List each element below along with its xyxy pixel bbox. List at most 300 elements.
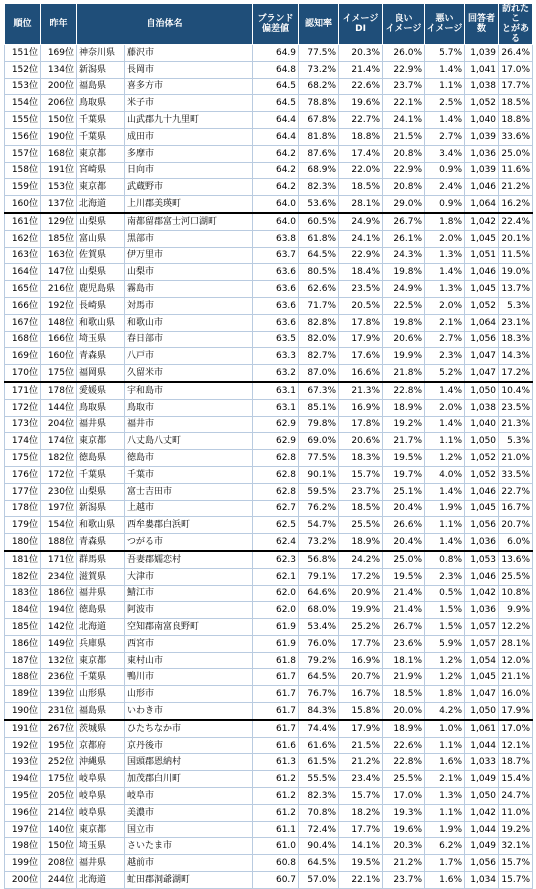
- rank-cell: 159位: [5, 179, 41, 196]
- good-image-cell: 21.2%: [383, 855, 425, 872]
- table-row: [5, 95, 533, 112]
- image-di-cell: 17.9%: [339, 331, 383, 348]
- municipality-cell: 八丈島八丈町: [125, 433, 253, 450]
- bad-image-cell: 1.1%: [425, 517, 465, 534]
- prefecture-cell: 千葉県: [77, 669, 125, 686]
- respondents-cell: 1,047: [465, 348, 499, 365]
- bad-image-cell: 1.1%: [425, 78, 465, 95]
- good-image-cell: 22.9%: [383, 61, 425, 78]
- brand-score-cell: 61.2: [253, 788, 299, 805]
- good-image-cell: 22.5%: [383, 297, 425, 314]
- image-di-cell: 21.4%: [339, 61, 383, 78]
- image-di-cell: 23.4%: [339, 771, 383, 788]
- rank-cell: 155位: [5, 112, 41, 129]
- prefecture-cell: 青森県: [77, 534, 125, 551]
- municipality-cell: 霧島市: [125, 281, 253, 298]
- image-di-cell: 20.7%: [339, 669, 383, 686]
- brand-score-cell: 61.2: [253, 804, 299, 821]
- visited-cell: 21.2%: [499, 179, 533, 196]
- brand-score-cell: 64.4: [253, 128, 299, 145]
- header-municipality: 自治体名: [77, 4, 253, 45]
- bad-image-cell: 5.7%: [425, 45, 465, 62]
- visited-cell: 13.7%: [499, 281, 533, 298]
- visited-cell: 12.0%: [499, 652, 533, 669]
- rank-cell: 165位: [5, 281, 41, 298]
- rank-cell: 161位: [5, 213, 41, 230]
- last-year-cell: 137位: [41, 196, 77, 213]
- awareness-cell: 77.5%: [299, 45, 339, 62]
- table-row: [5, 264, 533, 281]
- awareness-cell: 79.2%: [299, 652, 339, 669]
- respondents-cell: 1,046: [465, 568, 499, 585]
- last-year-cell: 214位: [41, 804, 77, 821]
- header-row: [5, 4, 533, 45]
- rank-cell: 184位: [5, 602, 41, 619]
- table-row: [5, 297, 533, 314]
- prefecture-cell: 鹿児島県: [77, 281, 125, 298]
- awareness-cell: 64.5%: [299, 247, 339, 264]
- table-row: [5, 365, 533, 382]
- bad-image-cell: 2.3%: [425, 568, 465, 585]
- brand-score-cell: 64.8: [253, 61, 299, 78]
- brand-score-cell: 63.2: [253, 365, 299, 382]
- last-year-cell: 230位: [41, 483, 77, 500]
- image-di-cell: 14.1%: [339, 838, 383, 855]
- table-body: [5, 45, 533, 889]
- awareness-cell: 80.5%: [299, 264, 339, 281]
- municipality-cell: 千葉市: [125, 466, 253, 483]
- bad-image-cell: 0.8%: [425, 551, 465, 568]
- respondents-cell: 1,047: [465, 365, 499, 382]
- visited-cell: 21.3%: [499, 416, 533, 433]
- image-di-cell: 20.6%: [339, 433, 383, 450]
- rank-cell: 168位: [5, 331, 41, 348]
- prefecture-cell: 山梨県: [77, 213, 125, 230]
- table-row: [5, 669, 533, 686]
- image-di-cell: 18.5%: [339, 500, 383, 517]
- bad-image-cell: 1.3%: [425, 788, 465, 805]
- respondents-cell: 1,041: [465, 61, 499, 78]
- rank-cell: 186位: [5, 635, 41, 652]
- respondents-cell: 1,050: [465, 788, 499, 805]
- bad-image-cell: 1.4%: [425, 483, 465, 500]
- awareness-cell: 72.4%: [299, 821, 339, 838]
- municipality-cell: 阿波市: [125, 602, 253, 619]
- good-image-cell: 19.8%: [383, 264, 425, 281]
- respondents-cell: 1,064: [465, 314, 499, 331]
- awareness-cell: 82.3%: [299, 788, 339, 805]
- visited-cell: 17.2%: [499, 365, 533, 382]
- last-year-cell: 185位: [41, 230, 77, 247]
- good-image-cell: 20.8%: [383, 145, 425, 162]
- good-image-cell: 22.1%: [383, 95, 425, 112]
- bad-image-cell: 4.2%: [425, 703, 465, 720]
- rank-cell: 178位: [5, 500, 41, 517]
- visited-cell: 18.7%: [499, 754, 533, 771]
- municipality-cell: 山武郡九十九里町: [125, 112, 253, 129]
- municipality-cell: 富士吉田市: [125, 483, 253, 500]
- awareness-cell: 67.3%: [299, 382, 339, 399]
- bad-image-cell: 2.5%: [425, 95, 465, 112]
- bad-image-cell: 1.6%: [425, 754, 465, 771]
- table-row: [5, 162, 533, 179]
- rank-cell: 189位: [5, 686, 41, 703]
- rank-cell: 170位: [5, 365, 41, 382]
- good-image-cell: 22.6%: [383, 737, 425, 754]
- table-row: [5, 602, 533, 619]
- good-image-cell: 25.0%: [383, 551, 425, 568]
- brand-score-cell: 61.7: [253, 703, 299, 720]
- brand-score-cell: 62.9: [253, 416, 299, 433]
- good-image-cell: 22.8%: [383, 754, 425, 771]
- good-image-cell: 21.4%: [383, 602, 425, 619]
- awareness-cell: 82.3%: [299, 179, 339, 196]
- municipality-cell: 上川郡美瑛町: [125, 196, 253, 213]
- last-year-cell: 244位: [41, 872, 77, 889]
- municipality-cell: 米子市: [125, 95, 253, 112]
- image-di-cell: 15.8%: [339, 703, 383, 720]
- respondents-cell: 1,052: [465, 297, 499, 314]
- brand-score-cell: 64.2: [253, 179, 299, 196]
- good-image-cell: 19.5%: [383, 450, 425, 467]
- image-di-cell: 24.1%: [339, 230, 383, 247]
- last-year-cell: 231位: [41, 703, 77, 720]
- visited-cell: 17.0%: [499, 720, 533, 737]
- respondents-cell: 1,045: [465, 500, 499, 517]
- image-di-cell: 16.6%: [339, 365, 383, 382]
- ranking-table: [4, 3, 533, 889]
- prefecture-cell: 鳥取県: [77, 95, 125, 112]
- brand-score-cell: 61.7: [253, 720, 299, 737]
- bad-image-cell: 1.2%: [425, 652, 465, 669]
- prefecture-cell: 千葉県: [77, 466, 125, 483]
- rank-cell: 163位: [5, 247, 41, 264]
- municipality-cell: 岐阜市: [125, 788, 253, 805]
- respondents-cell: 1,045: [465, 669, 499, 686]
- brand-score-cell: 61.9: [253, 619, 299, 636]
- good-image-cell: 21.5%: [383, 128, 425, 145]
- last-year-cell: 147位: [41, 264, 77, 281]
- awareness-cell: 68.9%: [299, 162, 339, 179]
- rank-cell: 152位: [5, 61, 41, 78]
- awareness-cell: 78.8%: [299, 95, 339, 112]
- visited-cell: 12.1%: [499, 737, 533, 754]
- bad-image-cell: 1.4%: [425, 382, 465, 399]
- prefecture-cell: 長崎県: [77, 297, 125, 314]
- rank-cell: 200位: [5, 872, 41, 889]
- visited-cell: 28.1%: [499, 635, 533, 652]
- last-year-cell: 163位: [41, 247, 77, 264]
- last-year-cell: 144位: [41, 399, 77, 416]
- brand-score-cell: 62.8: [253, 466, 299, 483]
- brand-score-cell: 63.3: [253, 348, 299, 365]
- brand-score-cell: 61.2: [253, 771, 299, 788]
- last-year-cell: 205位: [41, 788, 77, 805]
- bad-image-cell: 1.4%: [425, 264, 465, 281]
- visited-cell: 13.6%: [499, 551, 533, 568]
- awareness-cell: 76.7%: [299, 686, 339, 703]
- good-image-cell: 20.8%: [383, 179, 425, 196]
- visited-cell: 26.4%: [499, 45, 533, 62]
- rank-cell: 160位: [5, 196, 41, 213]
- good-image-cell: 19.3%: [383, 804, 425, 821]
- good-image-cell: 19.7%: [383, 466, 425, 483]
- awareness-cell: 79.1%: [299, 568, 339, 585]
- respondents-cell: 1,036: [465, 534, 499, 551]
- rank-cell: 198位: [5, 838, 41, 855]
- header-good-image: 良い イメージ: [383, 4, 425, 45]
- municipality-cell: 山形市: [125, 686, 253, 703]
- respondents-cell: 1,046: [465, 264, 499, 281]
- visited-cell: 9.9%: [499, 602, 533, 619]
- awareness-cell: 90.1%: [299, 466, 339, 483]
- image-di-cell: 20.9%: [339, 585, 383, 602]
- bad-image-cell: 2.1%: [425, 771, 465, 788]
- image-di-cell: 17.7%: [339, 821, 383, 838]
- last-year-cell: 195位: [41, 737, 77, 754]
- rank-cell: 162位: [5, 230, 41, 247]
- visited-cell: 21.1%: [499, 669, 533, 686]
- municipality-cell: 和歌山市: [125, 314, 253, 331]
- good-image-cell: 18.9%: [383, 720, 425, 737]
- brand-score-cell: 62.5: [253, 517, 299, 534]
- rank-cell: 151位: [5, 45, 41, 62]
- good-image-cell: 18.5%: [383, 686, 425, 703]
- good-image-cell: 20.3%: [383, 838, 425, 855]
- brand-score-cell: 63.6: [253, 297, 299, 314]
- header-visited: 訪れたこ とがある: [499, 4, 533, 45]
- municipality-cell: 日向市: [125, 162, 253, 179]
- municipality-cell: 喜多方市: [125, 78, 253, 95]
- table-row: [5, 737, 533, 754]
- bad-image-cell: 0.9%: [425, 162, 465, 179]
- brand-score-cell: 61.6: [253, 737, 299, 754]
- image-di-cell: 17.8%: [339, 416, 383, 433]
- last-year-cell: 175位: [41, 771, 77, 788]
- image-di-cell: 19.9%: [339, 602, 383, 619]
- brand-score-cell: 63.5: [253, 331, 299, 348]
- rank-cell: 181位: [5, 551, 41, 568]
- image-di-cell: 15.7%: [339, 466, 383, 483]
- brand-score-cell: 63.8: [253, 230, 299, 247]
- image-di-cell: 28.1%: [339, 196, 383, 213]
- table-row: [5, 78, 533, 95]
- municipality-cell: いわき市: [125, 703, 253, 720]
- prefecture-cell: 北海道: [77, 196, 125, 213]
- awareness-cell: 61.6%: [299, 737, 339, 754]
- bad-image-cell: 1.8%: [425, 213, 465, 230]
- table-row: [5, 619, 533, 636]
- rank-cell: 173位: [5, 416, 41, 433]
- table-row: [5, 196, 533, 213]
- last-year-cell: 236位: [41, 669, 77, 686]
- visited-cell: 18.5%: [499, 95, 533, 112]
- municipality-cell: ひたちなか市: [125, 720, 253, 737]
- image-di-cell: 24.9%: [339, 213, 383, 230]
- good-image-cell: 18.1%: [383, 652, 425, 669]
- last-year-cell: 191位: [41, 162, 77, 179]
- good-image-cell: 24.9%: [383, 281, 425, 298]
- awareness-cell: 67.8%: [299, 112, 339, 129]
- prefecture-cell: 福島県: [77, 78, 125, 95]
- prefecture-cell: 山梨県: [77, 264, 125, 281]
- table-row: [5, 466, 533, 483]
- image-di-cell: 25.5%: [339, 517, 383, 534]
- municipality-cell: 国立市: [125, 821, 253, 838]
- image-di-cell: 22.6%: [339, 78, 383, 95]
- municipality-cell: 久留米市: [125, 365, 253, 382]
- prefecture-cell: 宮崎県: [77, 162, 125, 179]
- prefecture-cell: 青森県: [77, 348, 125, 365]
- prefecture-cell: 岐阜県: [77, 771, 125, 788]
- respondents-cell: 1,050: [465, 433, 499, 450]
- bad-image-cell: 1.9%: [425, 500, 465, 517]
- last-year-cell: 234位: [41, 568, 77, 585]
- respondents-cell: 1,033: [465, 754, 499, 771]
- visited-cell: 25.5%: [499, 568, 533, 585]
- good-image-cell: 23.7%: [383, 872, 425, 889]
- respondents-cell: 1,051: [465, 247, 499, 264]
- respondents-cell: 1,050: [465, 703, 499, 720]
- rank-cell: 183位: [5, 585, 41, 602]
- bad-image-cell: 2.0%: [425, 297, 465, 314]
- image-di-cell: 18.5%: [339, 179, 383, 196]
- brand-score-cell: 62.1: [253, 568, 299, 585]
- table-row: [5, 128, 533, 145]
- municipality-cell: 西宮市: [125, 635, 253, 652]
- awareness-cell: 85.1%: [299, 399, 339, 416]
- prefecture-cell: 福島県: [77, 703, 125, 720]
- prefecture-cell: 東京都: [77, 652, 125, 669]
- municipality-cell: 宇和島市: [125, 382, 253, 399]
- respondents-cell: 1,056: [465, 331, 499, 348]
- table-row: [5, 331, 533, 348]
- last-year-cell: 142位: [41, 619, 77, 636]
- visited-cell: 16.0%: [499, 686, 533, 703]
- bad-image-cell: 2.3%: [425, 348, 465, 365]
- image-di-cell: 23.5%: [339, 281, 383, 298]
- awareness-cell: 79.8%: [299, 416, 339, 433]
- bad-image-cell: 1.3%: [425, 281, 465, 298]
- bad-image-cell: 1.6%: [425, 872, 465, 889]
- table-row: [5, 61, 533, 78]
- last-year-cell: 178位: [41, 382, 77, 399]
- visited-cell: 21.0%: [499, 450, 533, 467]
- brand-score-cell: 61.9: [253, 635, 299, 652]
- respondents-cell: 1,042: [465, 585, 499, 602]
- table-row: [5, 145, 533, 162]
- rank-cell: 192位: [5, 737, 41, 754]
- last-year-cell: 175位: [41, 365, 77, 382]
- bad-image-cell: 2.0%: [425, 230, 465, 247]
- prefecture-cell: 岐阜県: [77, 804, 125, 821]
- respondents-cell: 1,036: [465, 602, 499, 619]
- visited-cell: 16.7%: [499, 500, 533, 517]
- header-rank: 順位: [5, 4, 41, 45]
- prefecture-cell: 岐阜県: [77, 788, 125, 805]
- municipality-cell: 上越市: [125, 500, 253, 517]
- last-year-cell: 140位: [41, 821, 77, 838]
- prefecture-cell: 新潟県: [77, 500, 125, 517]
- last-year-cell: 149位: [41, 635, 77, 652]
- respondents-cell: 1,061: [465, 720, 499, 737]
- last-year-cell: 168位: [41, 145, 77, 162]
- good-image-cell: 17.0%: [383, 788, 425, 805]
- awareness-cell: 73.2%: [299, 534, 339, 551]
- brand-score-cell: 62.4: [253, 534, 299, 551]
- good-image-cell: 26.1%: [383, 230, 425, 247]
- last-year-cell: 172位: [41, 466, 77, 483]
- prefecture-cell: 福井県: [77, 416, 125, 433]
- last-year-cell: 153位: [41, 179, 77, 196]
- awareness-cell: 56.8%: [299, 551, 339, 568]
- municipality-cell: 黒部市: [125, 230, 253, 247]
- visited-cell: 19.0%: [499, 264, 533, 281]
- brand-score-cell: 63.6: [253, 314, 299, 331]
- respondents-cell: 1,042: [465, 213, 499, 230]
- brand-score-cell: 62.7: [253, 500, 299, 517]
- good-image-cell: 19.6%: [383, 821, 425, 838]
- good-image-cell: 25.5%: [383, 771, 425, 788]
- visited-cell: 11.5%: [499, 247, 533, 264]
- image-di-cell: 22.9%: [339, 247, 383, 264]
- rank-cell: 169位: [5, 348, 41, 365]
- rank-cell: 188位: [5, 669, 41, 686]
- rank-cell: 190位: [5, 703, 41, 720]
- municipality-cell: 越前市: [125, 855, 253, 872]
- respondents-cell: 1,040: [465, 416, 499, 433]
- respondents-cell: 1,047: [465, 686, 499, 703]
- visited-cell: 15.4%: [499, 771, 533, 788]
- last-year-cell: 171位: [41, 551, 77, 568]
- good-image-cell: 24.3%: [383, 247, 425, 264]
- table-row: [5, 568, 533, 585]
- respondents-cell: 1,057: [465, 635, 499, 652]
- rank-cell: 193位: [5, 754, 41, 771]
- respondents-cell: 1,038: [465, 78, 499, 95]
- last-year-cell: 206位: [41, 95, 77, 112]
- municipality-cell: 東村山市: [125, 652, 253, 669]
- respondents-cell: 1,052: [465, 95, 499, 112]
- brand-score-cell: 62.8: [253, 450, 299, 467]
- rank-cell: 199位: [5, 855, 41, 872]
- municipality-cell: 吾妻郡嬬恋村: [125, 551, 253, 568]
- rank-cell: 191位: [5, 720, 41, 737]
- bad-image-cell: 1.5%: [425, 602, 465, 619]
- image-di-cell: 17.8%: [339, 314, 383, 331]
- respondents-cell: 1,050: [465, 382, 499, 399]
- respondents-cell: 1,057: [465, 619, 499, 636]
- image-di-cell: 19.6%: [339, 95, 383, 112]
- awareness-cell: 68.0%: [299, 602, 339, 619]
- municipality-cell: 武蔵野市: [125, 179, 253, 196]
- prefecture-cell: 山梨県: [77, 483, 125, 500]
- good-image-cell: 20.4%: [383, 534, 425, 551]
- visited-cell: 10.8%: [499, 585, 533, 602]
- table-row: [5, 399, 533, 416]
- image-di-cell: 17.4%: [339, 145, 383, 162]
- bad-image-cell: 4.0%: [425, 466, 465, 483]
- municipality-cell: 福井市: [125, 416, 253, 433]
- respondents-cell: 1,038: [465, 399, 499, 416]
- bad-image-cell: 2.4%: [425, 179, 465, 196]
- awareness-cell: 55.5%: [299, 771, 339, 788]
- ranking-table-container: [4, 3, 532, 889]
- rank-cell: 153位: [5, 78, 41, 95]
- good-image-cell: 21.9%: [383, 669, 425, 686]
- table-row: [5, 635, 533, 652]
- good-image-cell: 22.8%: [383, 382, 425, 399]
